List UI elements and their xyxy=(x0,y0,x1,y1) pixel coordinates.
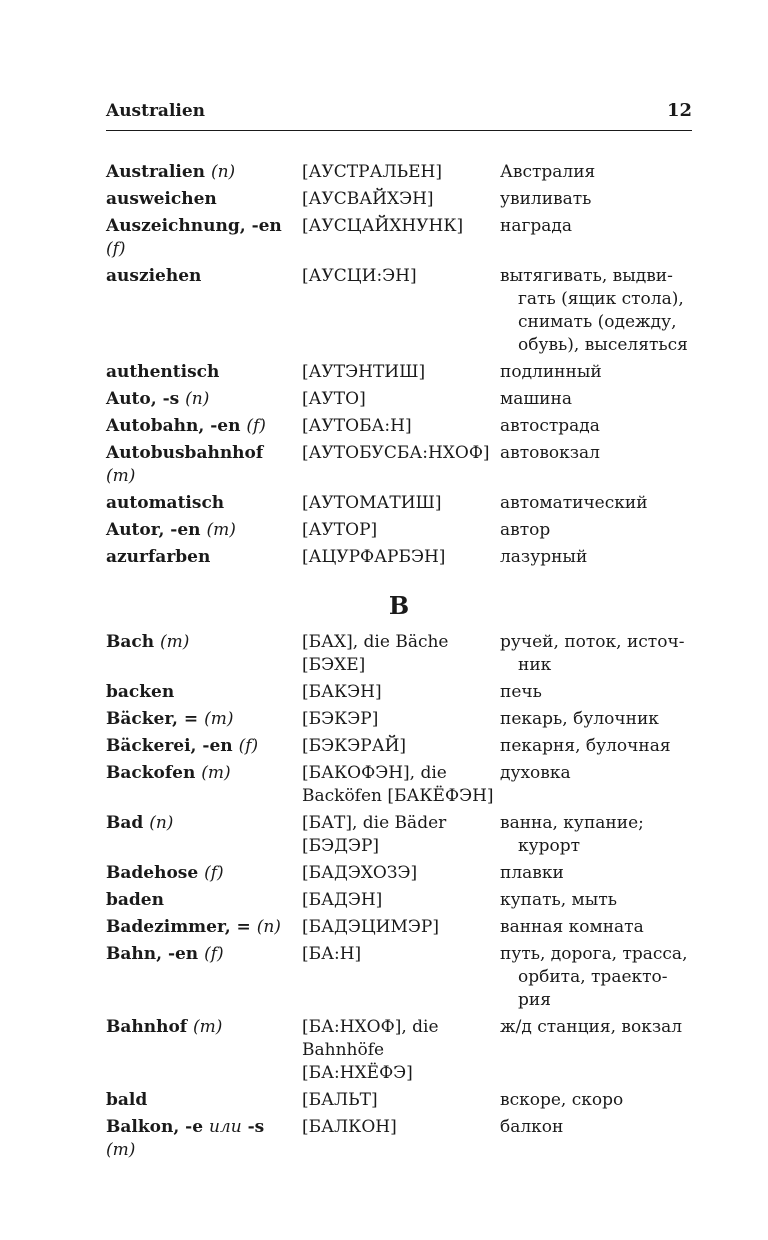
entry-term xyxy=(106,1089,302,1112)
pronunciation-line: [БЭДЭР] xyxy=(302,836,380,856)
dictionary-entry xyxy=(106,1089,692,1112)
page-header xyxy=(106,100,692,130)
entry-pronunciation xyxy=(302,889,500,912)
entry-pronunciation xyxy=(302,631,500,677)
pronunciation-line: [АЦУРФАРБЭН] xyxy=(302,547,446,567)
entry-translation xyxy=(500,415,692,438)
entry-term xyxy=(106,442,302,488)
term-word: Auto, -s xyxy=(106,389,180,409)
entry-pronunciation xyxy=(302,442,500,488)
term-word: Bahn, -en xyxy=(106,944,199,964)
translation-line: ванна, купание; xyxy=(500,813,644,833)
entry-term xyxy=(106,361,302,384)
pronunciation-line: [АУТОМАТИШ] xyxy=(302,493,442,513)
term-word: Autobahn, -en xyxy=(106,416,241,436)
entry-pronunciation xyxy=(302,519,500,542)
pronunciation-line: [АУСТРАЛЬЕН] xyxy=(302,162,442,182)
entry-translation xyxy=(500,388,692,411)
term-gender: (f) xyxy=(204,944,224,964)
dictionary-entry xyxy=(106,735,692,758)
dictionary-entry xyxy=(106,388,692,411)
term-gender: (f) xyxy=(204,863,224,883)
pronunciation-line: [БАХ], die Bäche xyxy=(302,632,449,652)
entry-term xyxy=(106,546,302,569)
pronunciation-line: [АУСЦИ:ЭН] xyxy=(302,266,417,286)
entry-pronunciation xyxy=(302,762,500,808)
entry-translation xyxy=(500,762,692,808)
translation-line: автовокзал xyxy=(500,443,600,463)
term-word: Autor, -en xyxy=(106,520,201,540)
dictionary-entry xyxy=(106,943,692,1012)
entry-term xyxy=(106,1016,302,1085)
dictionary-entry xyxy=(106,1016,692,1085)
pronunciation-line: [АУСЦАЙХНУНК] xyxy=(302,216,464,236)
dictionary-entry xyxy=(106,415,692,438)
entry-term xyxy=(106,812,302,858)
entry-translation xyxy=(500,188,692,211)
entry-term xyxy=(106,762,302,808)
term-word: azurfarben xyxy=(106,547,211,567)
entry-term xyxy=(106,862,302,885)
pronunciation-line: [БАКОФЭН], die xyxy=(302,763,447,783)
translation-line: увиливать xyxy=(500,189,592,209)
term-word: Bahnhof xyxy=(106,1017,188,1037)
entry-pronunciation xyxy=(302,1016,500,1085)
entry-translation xyxy=(500,442,692,488)
entry-term xyxy=(106,161,302,184)
translation-line: ванная комната xyxy=(500,917,644,937)
entry-term xyxy=(106,215,302,261)
term-word: Australien xyxy=(106,162,206,182)
entry-term xyxy=(106,188,302,211)
entry-pronunciation xyxy=(302,546,500,569)
translation-line: орбита, траекто- xyxy=(518,967,668,987)
dictionary-entry xyxy=(106,762,692,808)
pronunciation-line: [БА:НХОФ], die xyxy=(302,1017,439,1037)
dictionary-entry xyxy=(106,161,692,184)
entry-term xyxy=(106,265,302,357)
pronunciation-line: [БАКЭН] xyxy=(302,682,382,702)
pronunciation-line: [БАТ], die Bäder xyxy=(302,813,447,833)
entry-term xyxy=(106,1116,302,1162)
translation-line: ник xyxy=(518,655,552,675)
entry-pronunciation xyxy=(302,215,500,261)
term-word: Badehose xyxy=(106,863,199,883)
translation-line: ж/д станция, вокзал xyxy=(500,1017,683,1037)
term-word: Bad xyxy=(106,813,144,833)
entry-translation xyxy=(500,862,692,885)
term-gender: (m) xyxy=(201,763,231,783)
entry-pronunciation xyxy=(302,388,500,411)
dictionary-entry xyxy=(106,188,692,211)
dictionary-entry xyxy=(106,631,692,677)
translation-line: автоматический xyxy=(500,493,648,513)
entry-translation xyxy=(500,546,692,569)
term-gender: (m) xyxy=(193,1017,223,1037)
entry-pronunciation xyxy=(302,1089,500,1112)
entry-pronunciation xyxy=(302,812,500,858)
dictionary-entry xyxy=(106,442,692,488)
pronunciation-line: Backöfen [БАКЁФЭН] xyxy=(302,786,494,806)
entry-translation xyxy=(500,361,692,384)
entry-term xyxy=(106,681,302,704)
term-gender: (n) xyxy=(210,162,236,182)
pronunciation-line: [БАДЭЦИМЭР] xyxy=(302,917,439,937)
translation-line: духовка xyxy=(500,763,571,783)
term-word: ausziehen xyxy=(106,266,202,286)
header-rule xyxy=(106,130,692,131)
dictionary-entry xyxy=(106,916,692,939)
entry-term xyxy=(106,889,302,912)
pronunciation-line: [АУТО] xyxy=(302,389,366,409)
term-word: Badezimmer, = xyxy=(106,917,251,937)
dictionary-page xyxy=(106,100,692,1166)
translation-line: ручей, поток, источ- xyxy=(500,632,685,652)
entry-pronunciation xyxy=(302,681,500,704)
translation-line: машина xyxy=(500,389,572,409)
entry-translation xyxy=(500,943,692,1012)
entry-translation xyxy=(500,1016,692,1085)
term-gender: (m) xyxy=(204,709,234,729)
entries-section-a xyxy=(106,161,692,569)
term-word: bald xyxy=(106,1090,148,1110)
entry-pronunciation xyxy=(302,943,500,1012)
dictionary-entry xyxy=(106,889,692,912)
term-word: Backofen xyxy=(106,763,196,783)
dictionary-entry xyxy=(106,546,692,569)
entry-pronunciation xyxy=(302,188,500,211)
entry-pronunciation xyxy=(302,916,500,939)
entry-pronunciation xyxy=(302,492,500,515)
term-word: Balkon, -e xyxy=(106,1117,204,1137)
pronunciation-line: Bahnhöfe [БА:НХЁФЭ] xyxy=(302,1040,413,1083)
translation-line: снимать (одежду, xyxy=(518,312,677,332)
dictionary-entry xyxy=(106,862,692,885)
entry-term xyxy=(106,735,302,758)
term-word: ausweichen xyxy=(106,189,217,209)
entry-pronunciation xyxy=(302,862,500,885)
translation-line: подлинный xyxy=(500,362,602,382)
pronunciation-line: [АУТОБУСБА:НХОФ] xyxy=(302,443,490,463)
term-gender: (m) xyxy=(106,466,136,486)
term-word: authentisch xyxy=(106,362,220,382)
term-or: или xyxy=(208,1117,242,1137)
dictionary-entry xyxy=(106,519,692,542)
translation-line: награда xyxy=(500,216,572,236)
term-word: Bach xyxy=(106,632,155,652)
pronunciation-line: [АУТОР] xyxy=(302,520,378,540)
entry-translation xyxy=(500,812,692,858)
translation-line: курорт xyxy=(518,836,581,856)
term-word: Autobusbahnhof xyxy=(106,443,264,463)
running-title: Australien xyxy=(106,101,206,121)
entry-translation xyxy=(500,735,692,758)
entry-term xyxy=(106,519,302,542)
entry-translation xyxy=(500,708,692,731)
entry-term xyxy=(106,943,302,1012)
entry-term xyxy=(106,492,302,515)
pronunciation-line: [БАЛКОН] xyxy=(302,1117,397,1137)
entry-pronunciation xyxy=(302,735,500,758)
pronunciation-line: [БАДЭН] xyxy=(302,890,383,910)
translation-line: пекарня, булочная xyxy=(500,736,671,756)
term-gender: (f) xyxy=(238,736,259,756)
translation-line: вытягивать, выдви- xyxy=(500,266,673,286)
entry-term xyxy=(106,631,302,677)
term-gender: (f) xyxy=(246,416,266,436)
pronunciation-line: [БЭКЭР] xyxy=(302,709,379,729)
entry-term xyxy=(106,708,302,731)
pronunciation-line: [БАДЭХОЗЭ] xyxy=(302,863,418,883)
term-gender: (n) xyxy=(185,389,210,409)
page-number: 12 xyxy=(666,100,692,121)
pronunciation-line: [АУТЭНТИШ] xyxy=(302,362,426,382)
dictionary-entry xyxy=(106,215,692,261)
translation-line: рия xyxy=(518,990,551,1010)
entry-translation xyxy=(500,215,692,261)
term-word: backen xyxy=(106,682,175,702)
pronunciation-line: [БА:Н] xyxy=(302,944,362,964)
translation-line: купать, мыть xyxy=(500,890,617,910)
translation-line: лазурный xyxy=(500,547,588,567)
dictionary-entry xyxy=(106,708,692,731)
entries-section-b xyxy=(106,631,692,1162)
term-word: Bäcker, = xyxy=(106,709,199,729)
entry-translation xyxy=(500,889,692,912)
entry-term xyxy=(106,388,302,411)
translation-line: автор xyxy=(500,520,551,540)
entry-pronunciation xyxy=(302,361,500,384)
translation-line: обувь), выселяться xyxy=(518,335,688,355)
term-gender: (n) xyxy=(149,813,174,833)
entry-translation xyxy=(500,916,692,939)
term-gender: (m) xyxy=(106,1140,136,1160)
entry-translation xyxy=(500,1089,692,1112)
term-gender: (f) xyxy=(106,239,126,259)
entry-pronunciation xyxy=(302,1116,500,1162)
term-gender: (m) xyxy=(206,520,236,540)
entry-translation xyxy=(500,519,692,542)
entry-term xyxy=(106,916,302,939)
term-word: automatisch xyxy=(106,493,225,513)
entry-pronunciation xyxy=(302,161,500,184)
entry-translation xyxy=(500,681,692,704)
term-tail: -s xyxy=(247,1117,265,1137)
translation-line: плавки xyxy=(500,863,564,883)
term-gender: (m) xyxy=(160,632,190,652)
translation-line: Австралия xyxy=(500,162,596,182)
dictionary-entry xyxy=(106,492,692,515)
dictionary-entry xyxy=(106,681,692,704)
dictionary-entry xyxy=(106,1116,692,1162)
entry-translation xyxy=(500,265,692,357)
pronunciation-line: [БЭХЕ] xyxy=(302,655,366,675)
translation-line: балкон xyxy=(500,1117,564,1137)
entry-pronunciation xyxy=(302,265,500,357)
entry-pronunciation xyxy=(302,708,500,731)
pronunciation-line: [БАЛЬТ] xyxy=(302,1090,378,1110)
dictionary-entry xyxy=(106,265,692,357)
term-gender: (n) xyxy=(256,917,281,937)
entry-translation xyxy=(500,161,692,184)
pronunciation-line: [АУСВАЙХЭН] xyxy=(302,189,434,209)
term-word: Auszeichnung, -en xyxy=(106,216,282,236)
translation-line: гать (ящик стола), xyxy=(518,289,684,309)
translation-line: печь xyxy=(500,682,542,702)
pronunciation-line: [АУТОБА:Н] xyxy=(302,416,412,436)
entry-term xyxy=(106,415,302,438)
dictionary-entry xyxy=(106,361,692,384)
entry-translation xyxy=(500,1116,692,1162)
term-word: Bäckerei, -en xyxy=(106,736,233,756)
translation-line: вскоре, скоро xyxy=(500,1090,624,1110)
term-word: baden xyxy=(106,890,164,910)
section-letter: B xyxy=(388,591,410,620)
entry-pronunciation xyxy=(302,415,500,438)
entry-translation xyxy=(500,492,692,515)
pronunciation-line: [БЭКЭРАЙ] xyxy=(302,736,407,756)
translation-line: пекарь, булочник xyxy=(500,709,659,729)
translation-line: путь, дорога, трасса, xyxy=(500,944,688,964)
dictionary-entry xyxy=(106,812,692,858)
entry-translation xyxy=(500,631,692,677)
translation-line: автострада xyxy=(500,416,600,436)
